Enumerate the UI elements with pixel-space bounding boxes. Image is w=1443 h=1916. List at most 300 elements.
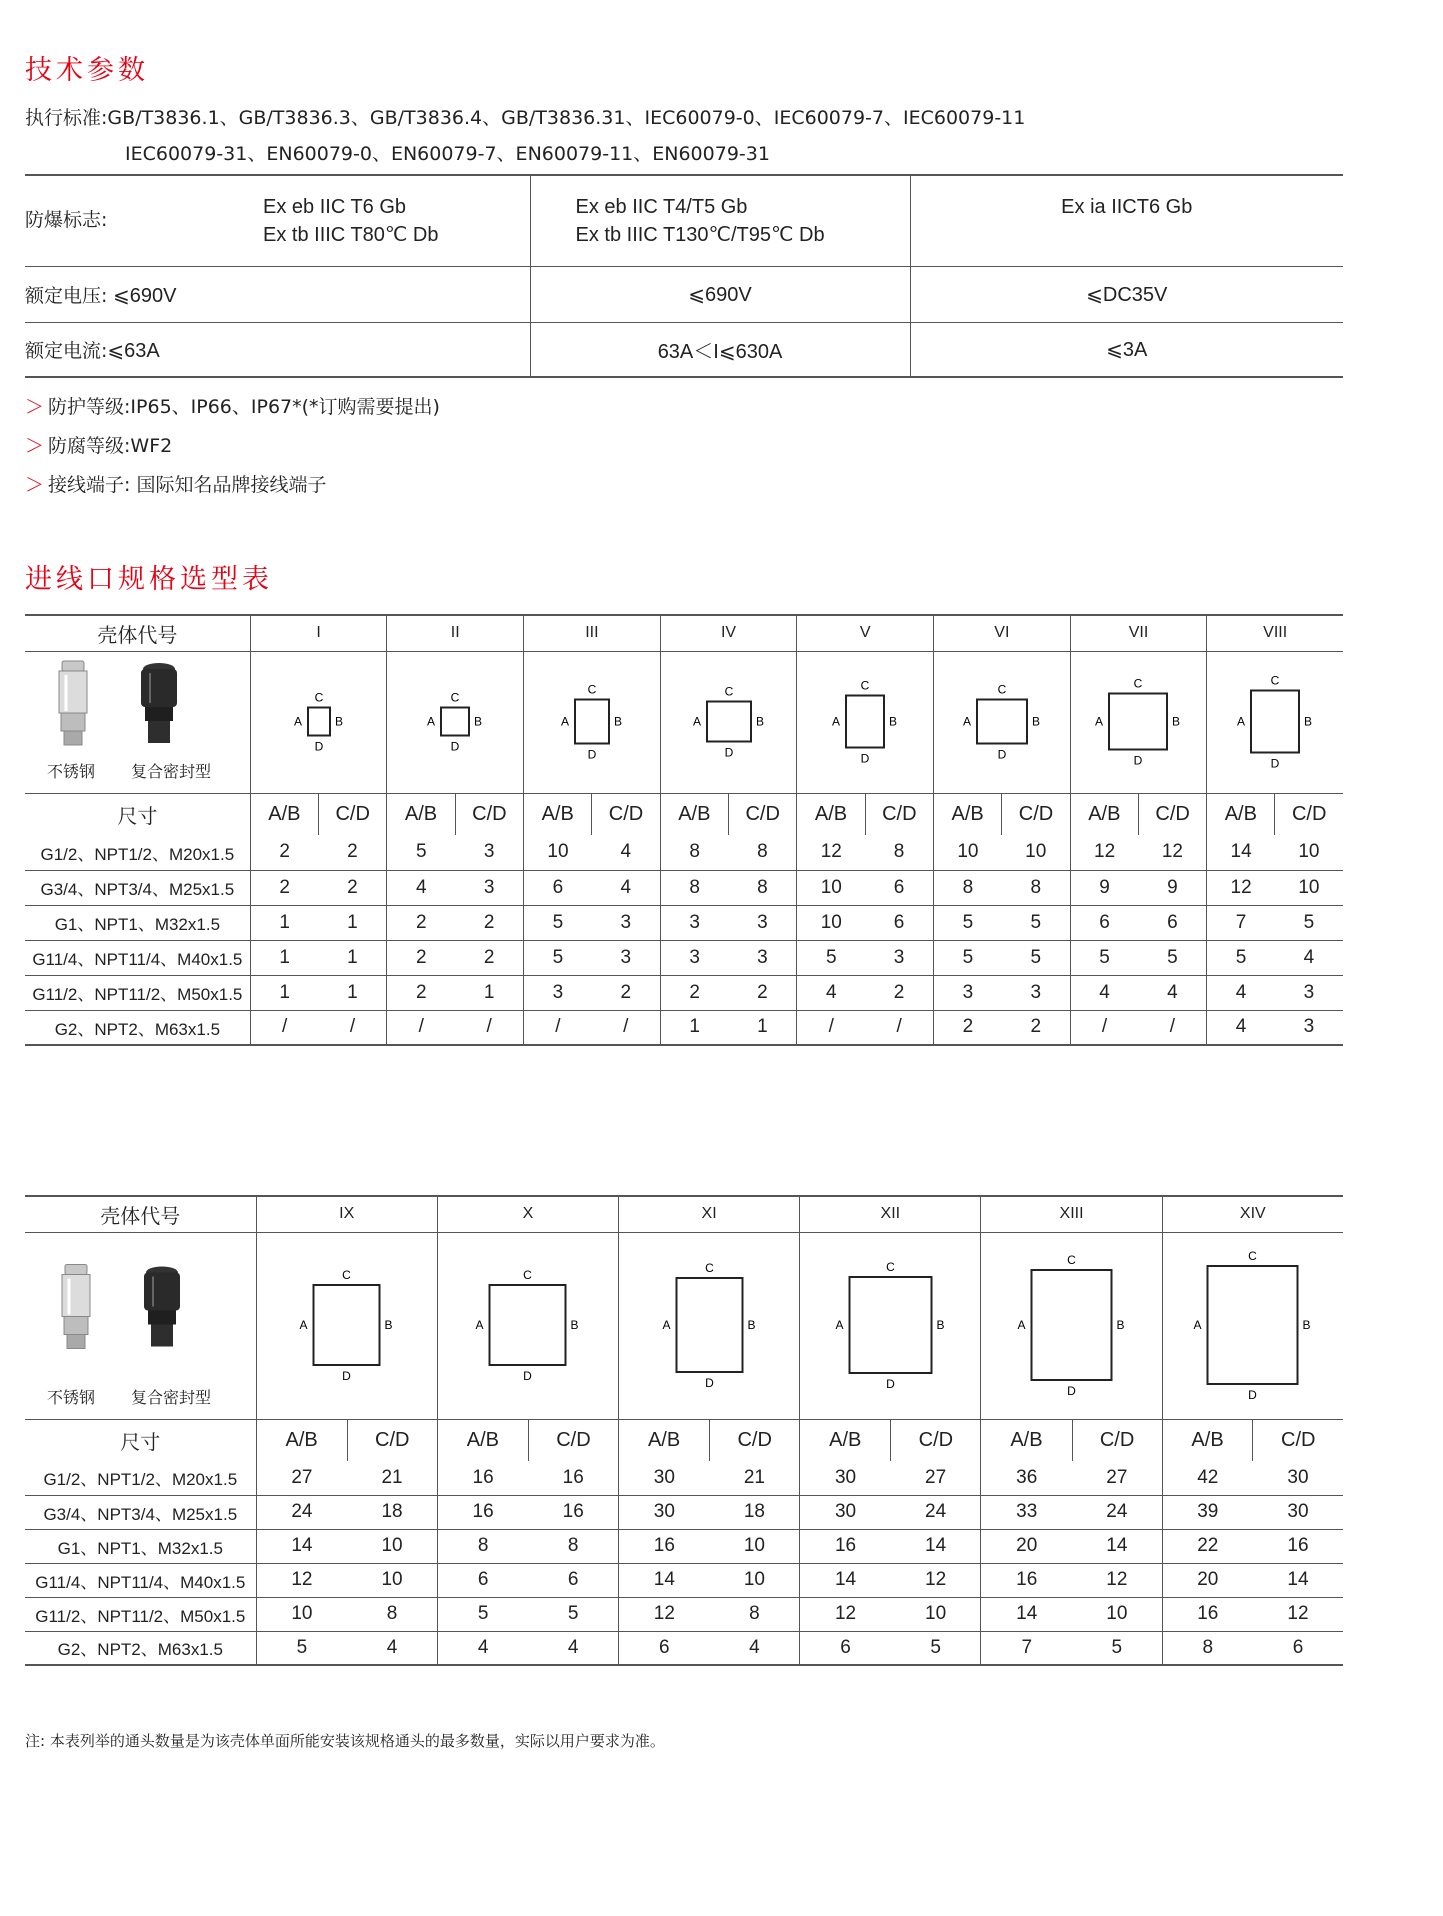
size-label: 尺寸 bbox=[117, 803, 158, 828]
shell-diagram-III bbox=[524, 651, 661, 793]
value-cd: 8 bbox=[347, 1597, 437, 1631]
value-ab: 4 bbox=[437, 1631, 528, 1665]
stainless-gland-icon bbox=[62, 1264, 90, 1348]
value-cd: 4 bbox=[592, 835, 660, 870]
value-ab: 33 bbox=[981, 1495, 1072, 1529]
value-cd: / bbox=[486, 1016, 492, 1038]
enclosure-outline bbox=[1109, 693, 1167, 749]
value-cd: 30 bbox=[1253, 1495, 1343, 1529]
standards-line-2: IEC60079-31、EN60079-0、EN60079-7、EN60079-11、EN60079-31 bbox=[125, 143, 770, 165]
value-ab: 3 bbox=[660, 940, 728, 975]
value-cd: 6 bbox=[865, 870, 933, 905]
shell-code-label: 壳体代号 bbox=[25, 615, 250, 651]
value-cd: 4 bbox=[386, 1636, 398, 1658]
current-cell bbox=[25, 322, 530, 377]
value-cd: 4 bbox=[1138, 975, 1206, 1010]
dim-label-d: D bbox=[997, 747, 1007, 761]
value-ab: 4 bbox=[1070, 975, 1138, 1010]
voltage-col3: ⩽DC35V bbox=[1086, 283, 1168, 306]
value-cd: 14 bbox=[1253, 1563, 1343, 1597]
feature-ip-text: 防护等级:IP65、IP66、IP67*(*订购需要提出) bbox=[48, 396, 440, 418]
value-cd: 6 bbox=[865, 905, 933, 940]
value-ab: 2 bbox=[387, 975, 455, 1010]
dim-label-d: D bbox=[342, 1368, 352, 1383]
feature-wf-text: 防腐等级:WF2 bbox=[48, 435, 173, 457]
enclosure-outline-diagram bbox=[388, 652, 522, 787]
table-row bbox=[25, 940, 1343, 975]
dim-label-d: D bbox=[885, 1376, 895, 1391]
value-cd: 4 bbox=[592, 870, 660, 905]
value-cd: 10 bbox=[710, 1563, 800, 1597]
dim-label-b: B bbox=[747, 1317, 756, 1332]
value-ab: 27 bbox=[256, 1461, 347, 1495]
value-ab: 39 bbox=[1162, 1495, 1253, 1529]
value-ab: / bbox=[524, 1010, 592, 1045]
enclosure-outline-diagram bbox=[1208, 652, 1342, 787]
value-ab: 5 bbox=[1207, 940, 1275, 975]
value-cd: 2 bbox=[865, 975, 933, 1010]
value-cd: 1 bbox=[319, 975, 387, 1010]
section-title-selection: 进线口规格选型表 bbox=[25, 564, 273, 595]
value-cd: 18 bbox=[710, 1495, 800, 1529]
shell-code-VII: VII bbox=[1070, 615, 1207, 651]
value-ab: 7 bbox=[1207, 905, 1275, 940]
value-cd: 5 bbox=[528, 1597, 618, 1631]
dim-label-c: C bbox=[1270, 673, 1280, 687]
value-cd: 8 bbox=[729, 835, 797, 870]
feature-list bbox=[25, 388, 440, 505]
col-header-ab: A/B bbox=[800, 1419, 891, 1461]
value-cd: 24 bbox=[891, 1495, 981, 1529]
value-cd: 3 bbox=[592, 940, 660, 975]
shell-diagram-XIV bbox=[1162, 1232, 1343, 1419]
enclosure-outline-diagram bbox=[1071, 652, 1205, 787]
shell-diagram-V bbox=[797, 651, 934, 793]
enclosure-outline bbox=[846, 695, 884, 747]
dim-label-b: B bbox=[1031, 714, 1040, 728]
enclosure-outline-diagram bbox=[802, 1233, 979, 1413]
bullet-marker: ＞ bbox=[25, 435, 45, 457]
value-ab: 8 bbox=[437, 1529, 528, 1563]
value-cd: 8 bbox=[1002, 870, 1070, 905]
caption-stainless: 不锈钢 bbox=[47, 761, 96, 781]
value-cd: 14 bbox=[1072, 1529, 1162, 1563]
shell-diagram-XIII bbox=[981, 1232, 1162, 1419]
shell-code-III: III bbox=[524, 615, 661, 651]
enclosure-outline bbox=[1251, 690, 1299, 752]
shell-code-VIII: VIII bbox=[1207, 615, 1343, 651]
dim-label-a: A bbox=[1237, 714, 1246, 728]
value-ab: 1 bbox=[660, 1010, 728, 1045]
enclosure-outline bbox=[1208, 1266, 1298, 1384]
shell-diagram-VII bbox=[1070, 651, 1207, 793]
value-ab: 2 bbox=[387, 940, 455, 975]
table-row bbox=[25, 975, 1343, 1010]
enclosure-outline bbox=[707, 701, 751, 741]
col-header-cd: C/D bbox=[710, 1419, 800, 1461]
value-ab: 3 bbox=[660, 905, 728, 940]
value-ab: 12 bbox=[256, 1563, 347, 1597]
current-col1: ⩽63A bbox=[107, 339, 160, 362]
value-ab: 12 bbox=[1070, 835, 1138, 870]
value-cd: 1 bbox=[319, 940, 387, 975]
value-ab: 6 bbox=[619, 1631, 710, 1665]
enclosure-outline-diagram bbox=[252, 652, 386, 787]
shell-code-XIV: XIV bbox=[1162, 1196, 1343, 1232]
dim-label-b: B bbox=[1172, 714, 1181, 728]
dim-label-b: B bbox=[384, 1317, 393, 1332]
size-cell: G3/4、NPT3/4、M25x1.5 bbox=[25, 870, 250, 905]
table-row bbox=[25, 835, 1343, 870]
dim-label-d: D bbox=[587, 747, 597, 761]
dim-label-a: A bbox=[293, 714, 302, 728]
section-title-tech-params: 技术参数 bbox=[25, 55, 149, 86]
dim-label-a: A bbox=[299, 1317, 308, 1332]
shell-diagram-XII bbox=[800, 1232, 981, 1419]
enclosure-outline bbox=[676, 1278, 742, 1372]
value-ab: 6 bbox=[1070, 905, 1138, 940]
value-ab: 2 bbox=[934, 1010, 1002, 1045]
value-cd: 3 bbox=[455, 870, 523, 905]
col-header-ab: A/B bbox=[797, 793, 865, 835]
value-ab: 1 bbox=[250, 905, 318, 940]
ex-col2-line1: Ex eb IIC T4/T5 Gb bbox=[575, 195, 748, 218]
value-cd: 2 bbox=[455, 940, 523, 975]
col-header-ab: A/B bbox=[524, 793, 592, 835]
value-cd: 2 bbox=[455, 905, 523, 940]
shell-diagram-XI bbox=[619, 1232, 800, 1419]
shell-code-IV: IV bbox=[660, 615, 797, 651]
size-cell: G11/2、NPT11/2、M50x1.5 bbox=[25, 1597, 256, 1631]
dim-label-c: C bbox=[885, 1259, 895, 1274]
col-header-ab: A/B bbox=[1070, 793, 1138, 835]
value-cd: 3 bbox=[592, 905, 660, 940]
composite-gland-icon bbox=[141, 663, 177, 743]
value-cd: 3 bbox=[729, 940, 797, 975]
value-ab: 1 bbox=[250, 975, 318, 1010]
col-header-cd: C/D bbox=[528, 1419, 618, 1461]
shell-diagram-X bbox=[437, 1232, 618, 1419]
value-cd: 10 bbox=[347, 1529, 437, 1563]
value-ab: 10 bbox=[934, 835, 1002, 870]
value-cd: 27 bbox=[891, 1461, 981, 1495]
value-cd: 3 bbox=[455, 835, 523, 870]
dim-label-d: D bbox=[704, 1375, 714, 1390]
col-header-cd: C/D bbox=[1072, 1419, 1162, 1461]
size-label: 尺寸 bbox=[120, 1429, 161, 1454]
table-row bbox=[25, 1461, 1343, 1495]
dim-label-a: A bbox=[1095, 714, 1104, 728]
value-ab: 7 bbox=[981, 1631, 1072, 1665]
value-ab: 12 bbox=[800, 1597, 891, 1631]
dim-label-a: A bbox=[560, 714, 569, 728]
value-cd: 6 bbox=[1292, 1636, 1304, 1658]
enclosure-outline-diagram bbox=[439, 1233, 616, 1413]
value-cd: 2 bbox=[729, 975, 797, 1010]
table-row bbox=[25, 905, 1343, 940]
voltage-col2-cell bbox=[530, 266, 910, 322]
value-ab: 5 bbox=[524, 905, 592, 940]
current-col3: ⩽3A bbox=[1106, 338, 1148, 361]
dim-label-a: A bbox=[427, 714, 436, 728]
shell-code-X: X bbox=[437, 1196, 618, 1232]
value-ab: 8 bbox=[1162, 1631, 1253, 1665]
value-ab: 16 bbox=[437, 1495, 528, 1529]
size-cell: G1、NPT1、M32x1.5 bbox=[25, 1529, 256, 1563]
value-ab: 10 bbox=[524, 835, 592, 870]
table-row bbox=[25, 1597, 1343, 1631]
dim-label-b: B bbox=[755, 714, 764, 728]
value-ab: 1 bbox=[250, 940, 318, 975]
value-cd: 3 bbox=[1303, 1016, 1315, 1038]
enclosure-outline-diagram bbox=[621, 1233, 798, 1413]
standards-block bbox=[25, 100, 1025, 172]
enclosure-outline-diagram bbox=[798, 652, 932, 787]
value-ab: 16 bbox=[437, 1461, 528, 1495]
dim-label-d: D bbox=[1067, 1383, 1076, 1398]
value-ab: 8 bbox=[660, 870, 728, 905]
dim-label-c: C bbox=[997, 682, 1007, 696]
value-cd: 8 bbox=[729, 870, 797, 905]
value-cd: 14 bbox=[891, 1529, 981, 1563]
value-ab: 14 bbox=[1207, 835, 1275, 870]
dim-label-c: C bbox=[523, 1267, 533, 1282]
value-cd: 27 bbox=[1072, 1461, 1162, 1495]
value-ab: 14 bbox=[981, 1597, 1072, 1631]
dim-label-c: C bbox=[342, 1267, 352, 1282]
dim-label-d: D bbox=[523, 1368, 533, 1383]
value-cd: 16 bbox=[1253, 1529, 1343, 1563]
col-header-cd: C/D bbox=[1002, 793, 1070, 835]
col-header-cd: C/D bbox=[319, 793, 387, 835]
value-ab: 16 bbox=[800, 1529, 891, 1563]
value-ab: 2 bbox=[250, 835, 318, 870]
value-cd: 3 bbox=[1002, 975, 1070, 1010]
ex-mark-cell bbox=[25, 175, 530, 266]
shell-code-XII: XII bbox=[800, 1196, 981, 1232]
value-ab: 5 bbox=[387, 835, 455, 870]
col-header-ab: A/B bbox=[437, 1419, 528, 1461]
dim-label-b: B bbox=[474, 714, 483, 728]
voltage-col1: ⩽690V bbox=[112, 284, 177, 307]
enclosure-outline-diagram bbox=[258, 1233, 435, 1413]
value-cd: 9 bbox=[1138, 870, 1206, 905]
value-ab: 5 bbox=[797, 940, 865, 975]
shell-code-XI: XI bbox=[619, 1196, 800, 1232]
size-cell: G1/2、NPT1/2、M20x1.5 bbox=[25, 1461, 256, 1495]
value-ab: 14 bbox=[619, 1563, 710, 1597]
value-ab: 6 bbox=[437, 1563, 528, 1597]
col-header-ab: A/B bbox=[1162, 1419, 1253, 1461]
col-header-cd: C/D bbox=[1275, 793, 1343, 835]
voltage-col2: ⩽690V bbox=[688, 283, 752, 306]
enclosure-outline-diagram bbox=[1164, 1233, 1341, 1413]
value-cd: 5 bbox=[930, 1636, 941, 1658]
enclosure-outline bbox=[490, 1285, 566, 1365]
dim-label-a: A bbox=[832, 714, 841, 728]
table-row bbox=[25, 1010, 1343, 1045]
value-cd: 2 bbox=[592, 975, 660, 1010]
value-ab: 36 bbox=[981, 1461, 1072, 1495]
value-cd: 16 bbox=[528, 1495, 618, 1529]
value-cd: 5 bbox=[1275, 905, 1343, 940]
enclosure-outline-diagram bbox=[983, 1233, 1160, 1413]
value-ab: 2 bbox=[250, 870, 318, 905]
value-cd: 21 bbox=[347, 1461, 437, 1495]
voltage-label: 额定电压: bbox=[25, 284, 108, 307]
current-col3-cell bbox=[910, 322, 1343, 377]
dim-label-c: C bbox=[1248, 1248, 1258, 1263]
dim-label-c: C bbox=[704, 1260, 714, 1275]
value-cd: 10 bbox=[891, 1597, 981, 1631]
dim-label-b: B bbox=[570, 1317, 579, 1332]
value-cd: / bbox=[349, 1016, 356, 1038]
value-cd: 12 bbox=[891, 1563, 981, 1597]
shell-diagram-II bbox=[387, 651, 524, 793]
value-ab: 3 bbox=[934, 975, 1002, 1010]
dim-label-c: C bbox=[450, 690, 460, 704]
dim-label-c: C bbox=[860, 678, 870, 692]
value-ab: 12 bbox=[797, 835, 865, 870]
enclosure-outline bbox=[1032, 1270, 1112, 1380]
value-ab: 10 bbox=[797, 905, 865, 940]
col-header-ab: A/B bbox=[256, 1419, 347, 1461]
voltage-col3-cell bbox=[910, 266, 1343, 322]
value-cd: 5 bbox=[1002, 905, 1070, 940]
value-cd: 10 bbox=[1002, 835, 1070, 870]
dim-label-b: B bbox=[613, 714, 622, 728]
value-ab: 14 bbox=[256, 1529, 347, 1563]
size-cell: G2、NPT2、M63x1.5 bbox=[57, 1640, 223, 1660]
table-row bbox=[25, 1495, 1343, 1529]
value-ab: 4 bbox=[1207, 975, 1275, 1010]
dim-label-b: B bbox=[889, 714, 898, 728]
dim-label-b: B bbox=[1304, 714, 1313, 728]
caption-composite: 复合密封型 bbox=[131, 761, 212, 781]
value-cd: 3 bbox=[729, 905, 797, 940]
value-cd: 24 bbox=[1072, 1495, 1162, 1529]
feature-terminal bbox=[25, 466, 440, 505]
composite-gland-icon bbox=[144, 1266, 180, 1346]
dim-label-b: B bbox=[1116, 1317, 1125, 1332]
voltage-cell bbox=[25, 266, 530, 322]
value-cd: 30 bbox=[1253, 1461, 1343, 1495]
size-cell: G3/4、NPT3/4、M25x1.5 bbox=[25, 1495, 256, 1529]
value-cd: 8 bbox=[865, 835, 933, 870]
value-ab: 10 bbox=[256, 1597, 347, 1631]
col-header-ab: A/B bbox=[981, 1419, 1072, 1461]
dim-label-d: D bbox=[1134, 753, 1143, 767]
dim-label-a: A bbox=[662, 1317, 671, 1332]
col-header-cd: C/D bbox=[891, 1419, 981, 1461]
dim-label-d: D bbox=[860, 751, 870, 765]
col-header-ab: A/B bbox=[660, 793, 728, 835]
ex-col1-line2: Ex tb IIIC T80℃ Db bbox=[263, 223, 439, 246]
value-cd: 10 bbox=[710, 1529, 800, 1563]
current-col2: 63A＜I⩽630A bbox=[657, 340, 783, 363]
feature-ip bbox=[25, 388, 440, 427]
dim-label-c: C bbox=[1134, 676, 1143, 690]
table-row bbox=[25, 1529, 1343, 1563]
caption-composite: 复合密封型 bbox=[131, 1387, 212, 1407]
col-header-ab: A/B bbox=[934, 793, 1002, 835]
value-ab: 20 bbox=[1162, 1563, 1253, 1597]
value-cd: 12 bbox=[1138, 835, 1206, 870]
ex-col3-text: Ex ia IICT6 Gb bbox=[1061, 196, 1193, 218]
value-ab: 16 bbox=[981, 1563, 1072, 1597]
value-ab: 5 bbox=[934, 940, 1002, 975]
dim-label-c: C bbox=[314, 690, 323, 704]
col-header-cd: C/D bbox=[455, 793, 523, 835]
value-cd: 4 bbox=[567, 1636, 579, 1658]
shell-diagram-VIII bbox=[1207, 651, 1343, 793]
value-ab: 24 bbox=[256, 1495, 347, 1529]
size-cell: G2、NPT2、M63x1.5 bbox=[54, 1019, 221, 1039]
value-cd: 1 bbox=[757, 1016, 768, 1038]
dim-label-a: A bbox=[1017, 1317, 1026, 1332]
value-cd: 4 bbox=[749, 1636, 760, 1658]
value-ab: 30 bbox=[800, 1461, 891, 1495]
shell-code-label: 壳体代号 bbox=[25, 1196, 256, 1232]
value-ab: 3 bbox=[524, 975, 592, 1010]
value-ab: 14 bbox=[800, 1563, 891, 1597]
enclosure-outline-diagram bbox=[525, 652, 659, 787]
enclosure-outline-diagram bbox=[662, 652, 796, 787]
bullet-marker: ＞ bbox=[25, 396, 45, 418]
value-cd: 2 bbox=[319, 835, 387, 870]
value-ab: 10 bbox=[797, 870, 865, 905]
value-ab: 4 bbox=[1207, 1010, 1275, 1045]
value-ab: 22 bbox=[1162, 1529, 1253, 1563]
value-cd: 2 bbox=[1030, 1016, 1042, 1038]
dim-label-d: D bbox=[314, 739, 323, 753]
value-cd: 16 bbox=[528, 1461, 618, 1495]
value-ab: 8 bbox=[934, 870, 1002, 905]
value-cd: 5 bbox=[1002, 940, 1070, 975]
spec-table bbox=[25, 174, 1343, 378]
value-ab: 6 bbox=[800, 1631, 891, 1665]
selection-table-1 bbox=[25, 614, 1343, 1046]
value-cd: 10 bbox=[347, 1563, 437, 1597]
value-cd: 3 bbox=[865, 940, 933, 975]
value-ab: / bbox=[250, 1010, 318, 1045]
value-ab: 16 bbox=[619, 1529, 710, 1563]
dim-label-c: C bbox=[1067, 1252, 1076, 1267]
value-ab: 12 bbox=[619, 1597, 710, 1631]
value-cd: 8 bbox=[528, 1529, 618, 1563]
value-ab: 42 bbox=[1162, 1461, 1253, 1495]
value-cd: 6 bbox=[528, 1563, 618, 1597]
value-ab: 12 bbox=[1207, 870, 1275, 905]
value-cd: 6 bbox=[1138, 905, 1206, 940]
dim-label-a: A bbox=[475, 1317, 484, 1332]
value-cd: 10 bbox=[1275, 835, 1343, 870]
dim-label-d: D bbox=[724, 745, 733, 759]
enclosure-outline bbox=[849, 1277, 931, 1373]
table-row bbox=[25, 1563, 1343, 1597]
caption-stainless: 不锈钢 bbox=[47, 1387, 96, 1407]
value-ab: 5 bbox=[1070, 940, 1138, 975]
col-header-ab: A/B bbox=[619, 1419, 710, 1461]
enclosure-outline bbox=[308, 707, 330, 735]
value-ab: 4 bbox=[797, 975, 865, 1010]
current-label: 额定电流: bbox=[25, 339, 108, 362]
shell-code-XIII: XIII bbox=[981, 1196, 1162, 1232]
value-ab: 30 bbox=[800, 1495, 891, 1529]
standards-line-1: GB/T3836.1、GB/T3836.3、GB/T3836.4、GB/T3836.31、IEC60079-0、IEC60079-7、IEC60079-11 bbox=[107, 107, 1026, 129]
value-ab: 2 bbox=[660, 975, 728, 1010]
value-ab: 4 bbox=[387, 870, 455, 905]
